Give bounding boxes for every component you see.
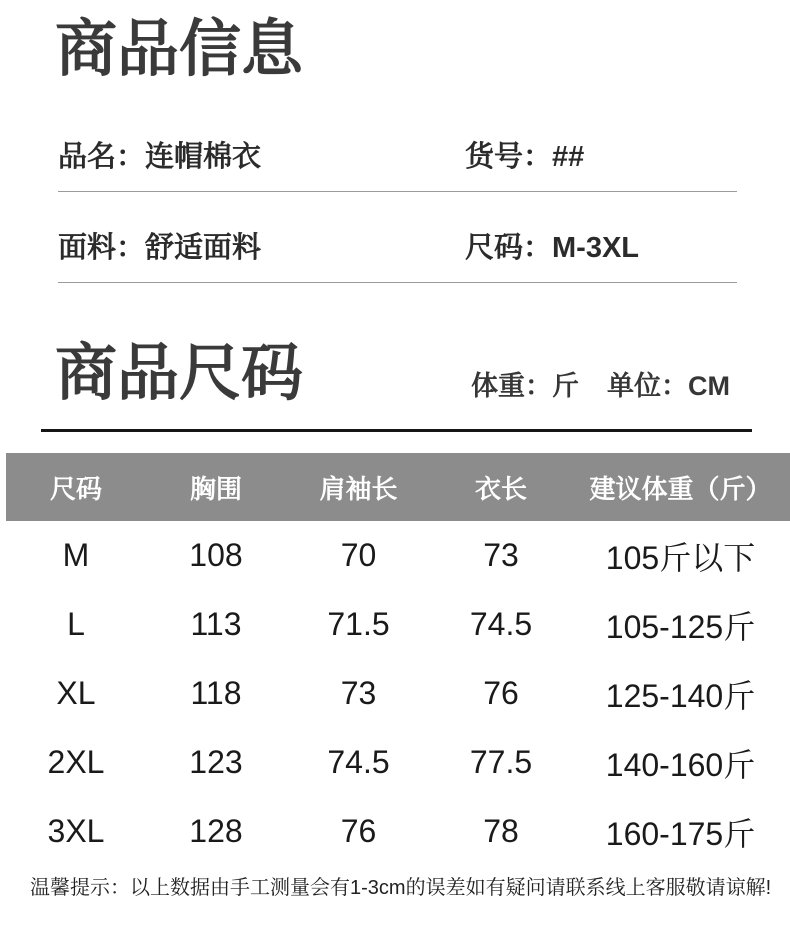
cell-weight: 160-175斤 [605,815,756,852]
cell-bust: 113 [190,606,242,643]
cell-length: 76 [483,675,519,712]
page-title: 商品信息 [55,15,304,84]
cell-bust: 123 [189,744,243,781]
cell-weight: 105-125斤 [605,608,756,645]
size-chart-table [0,453,790,866]
table-row-3xl [6,797,790,866]
cell-length: 73 [483,537,519,574]
product-name-label: 品名： [58,141,146,174]
size-range-field [465,225,737,266]
measurement-disclaimer: 温馨提示：以上数据由手工测量会有1-3cm的误差如有疑问请联系线上客服敬请谅解! [30,877,772,900]
table-header-row [6,453,790,521]
header-suggested-weight: 建议体重（斤） [589,473,772,504]
size-section-title: 商品尺码 [55,339,304,409]
size-section-header [55,339,730,409]
cell-bust: 128 [189,813,243,850]
fabric-field [58,225,465,266]
size-range-value: M-3XL [552,232,640,265]
cell-size: 3XL [47,813,105,850]
header-size: 尺码 [49,473,102,504]
table-row-m [6,521,790,590]
cell-length: 74.5 [469,606,533,643]
cell-shoulder-sleeve: 71.5 [327,606,390,643]
header-shoulder-sleeve: 肩袖长 [319,473,398,504]
cell-shoulder-sleeve: 76 [340,813,377,850]
item-number-label: 货号： [465,141,553,174]
cell-bust: 118 [190,675,242,712]
cell-size: M [62,537,90,574]
fabric-label: 面料： [58,232,146,265]
cell-size: XL [56,675,96,712]
info-row-2 [58,192,737,283]
product-name-value: 连帽棉衣 [145,141,262,174]
cell-weight: 140-160斤 [605,746,756,783]
cell-bust: 108 [189,537,243,574]
info-row-1 [58,85,737,192]
cell-shoulder-sleeve: 73 [340,675,377,712]
cell-length: 77.5 [469,744,533,781]
size-range-label: 尺码： [465,232,553,265]
product-info-grid [58,85,737,283]
table-row-xl [6,659,790,728]
cell-shoulder-sleeve: 74.5 [327,744,390,781]
header-length: 衣长 [474,473,527,504]
product-name-field [58,134,465,175]
cell-shoulder-sleeve: 70 [340,537,377,574]
weight-unit-note: 体重：斤 [471,371,579,402]
table-row-l [6,590,790,659]
unit-note [471,364,730,405]
item-number-value: ## [552,141,585,174]
header-bust: 胸围 [189,473,242,504]
cell-weight: 105斤以下 [605,539,756,576]
cell-weight: 125-140斤 [605,677,756,714]
table-row-2xl [6,728,790,797]
fabric-value: 舒适面料 [145,232,262,265]
cell-size: 2XL [47,744,105,781]
section-divider-rule [41,429,752,432]
item-number-field [465,134,737,175]
cell-size: L [67,606,85,643]
measure-unit-note: 单位：CM [607,371,730,402]
cell-length: 78 [483,813,519,850]
